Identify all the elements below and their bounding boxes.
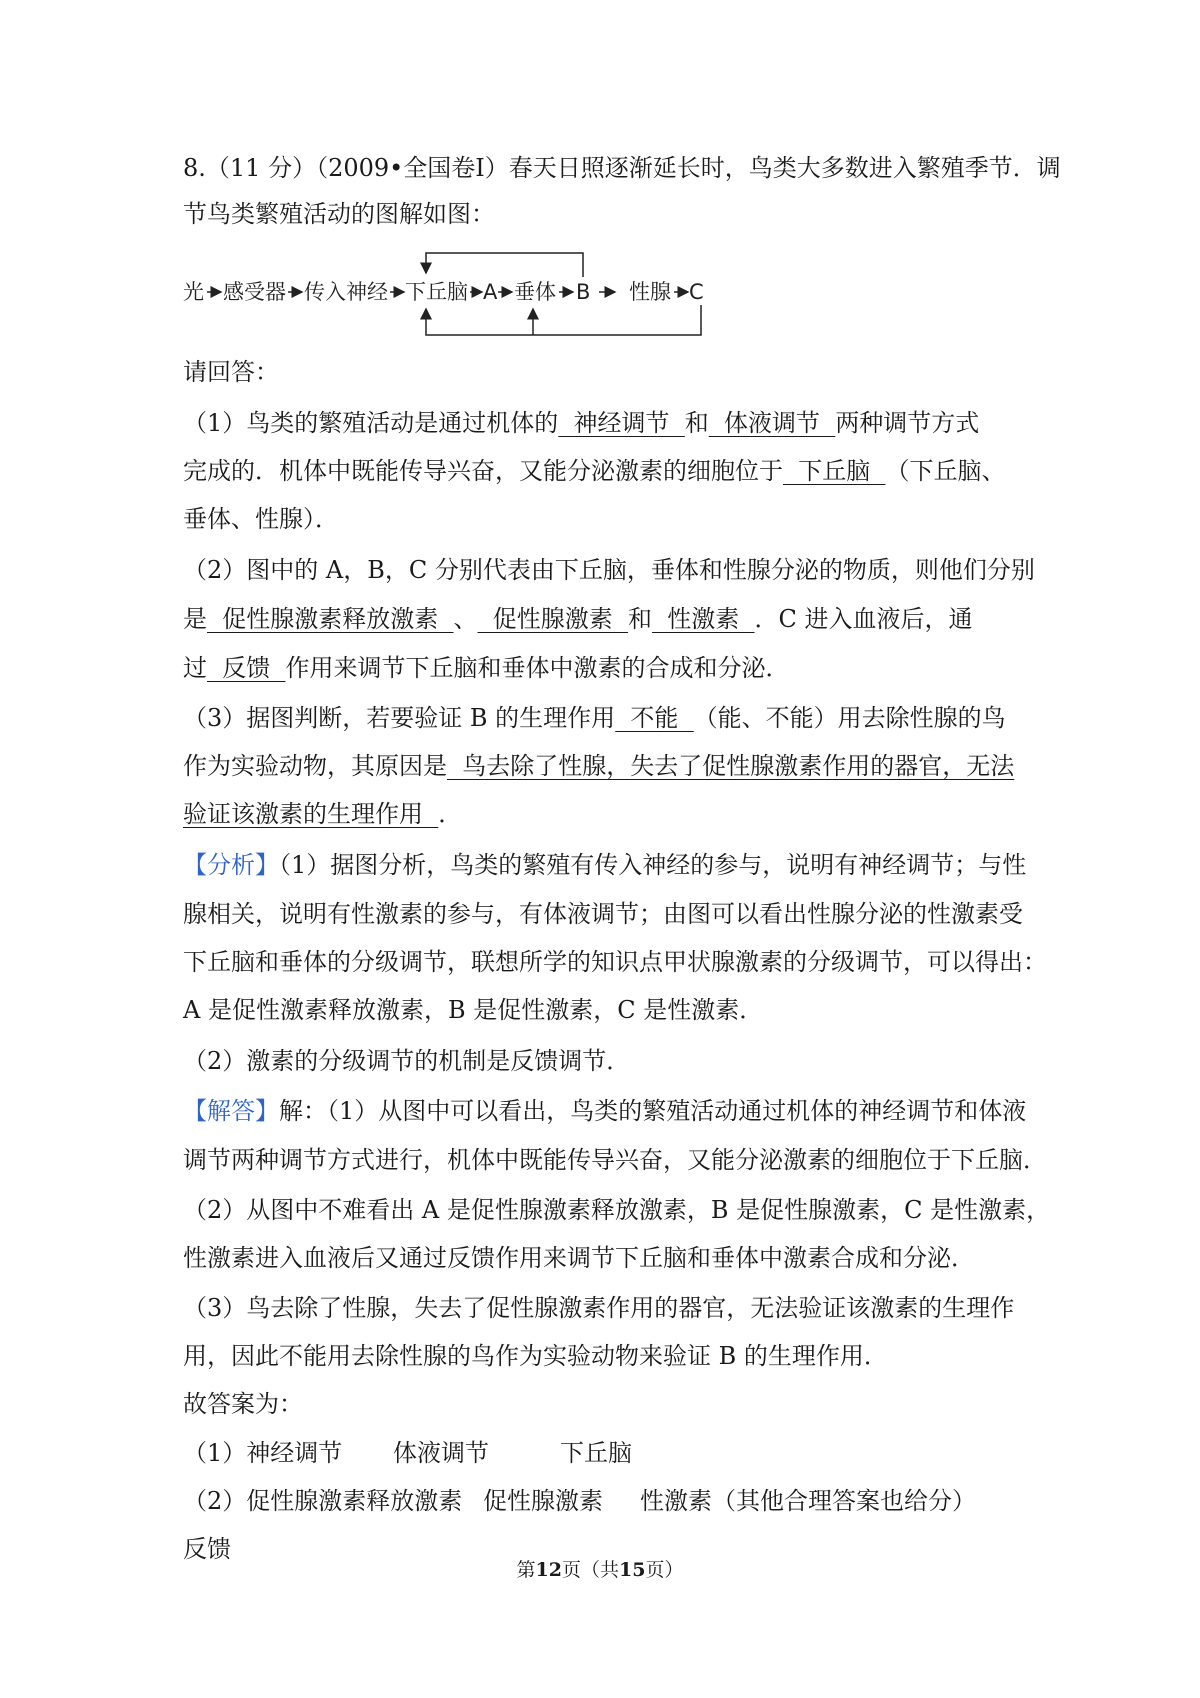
q1-answer-blank-3: 下丘脑 [783, 457, 886, 485]
final-answer-1-1: （1）神经调节 [183, 1439, 343, 1467]
diagram-afferent-nerve: 传入神经 [304, 280, 388, 304]
final-answer-1-2: 体液调节 [393, 1439, 489, 1467]
q3-text: （3）据图判断，若要验证 B 的生理作用 [183, 704, 616, 732]
solution-line-5: （3）鸟去除了性腺，失去了促性腺激素作用的器官，无法验证该激素的生理作 [183, 1294, 1015, 1322]
footer-text: 第 [516, 1559, 536, 1581]
diagram-receptor: 感受器 [223, 280, 286, 304]
solution-line-3: （2）从图中不难看出 A 是促性腺激素释放激素，B 是促性腺激素，C 是性激素， [183, 1196, 1051, 1224]
diagram-feedback-c-hypothalamus [426, 305, 701, 335]
question-stem-line-1: 8.（11 分）（2009•全国卷Ⅰ）春天日照逐渐延长时，鸟类大多数进入繁殖季节．调 [183, 154, 1061, 182]
q2-text: ．C 进入血液后，通 [754, 605, 973, 633]
analysis-text: （1）据图分析，鸟类的繁殖有传入神经的参与，说明有神经调节；与性 [279, 851, 1027, 879]
diagram-feedback-b [426, 253, 583, 277]
subquestion-1-line-2 [183, 453, 1006, 489]
q1-text: 和 [684, 409, 709, 437]
answer-prompt: 请回答： [183, 358, 279, 386]
solution-line-4: 性激素进入血液后又通过反馈作用来调节下丘脑和垂体中激素合成和分泌． [183, 1244, 975, 1272]
q1-text: 完成的．机体中既能传导兴奋，又能分泌激素的细胞位于 [183, 457, 783, 485]
page-footer [0, 1555, 1200, 1582]
solution-line-2: 调节两种调节方式进行，机体中既能传导兴奋，又能分泌激素的细胞位于下丘脑． [183, 1146, 1047, 1174]
diagram-gonad: 性腺 [629, 280, 671, 304]
diagram-pituitary: 垂体 [514, 280, 556, 304]
diagram-label-c: C [689, 280, 704, 304]
final-answer-line-3: 反馈 [183, 1535, 231, 1563]
total-pages: 15 [619, 1559, 646, 1581]
question-stem-line-2: 节鸟类繁殖活动的图解如图： [183, 200, 495, 228]
q3-answer-blank-2: 鸟去除了性腺，失去了促性腺激素作用的器官，无法 [447, 752, 1015, 780]
q1-text: （下丘脑、 [885, 457, 1006, 485]
subquestion-1-line-1 [183, 405, 979, 441]
analysis-tag: 【分析】 [183, 851, 279, 879]
subquestion-1-line-3: 垂体、性腺）． [183, 505, 339, 533]
q2-text: 是 [183, 605, 207, 633]
final-answer-2-1: （2）促性腺激素释放激素 [183, 1487, 463, 1515]
solution-text: 解：（1）从图中可以看出，鸟类的繁殖活动通过机体的神经调节和体液 [279, 1097, 1027, 1125]
q2-answer-blank-2: 促性腺激素 [477, 605, 629, 633]
subquestion-3-line-3 [183, 796, 462, 832]
subquestion-2-line-2 [183, 601, 973, 637]
solution-line-6: 用，因此不能用去除性腺的鸟作为实验动物来验证 B 的生理作用． [183, 1342, 888, 1370]
analysis-line-2: 腺相关，说明有性激素的参与，有体液调节；由图可以看出性腺分泌的性激素受 [183, 900, 1023, 928]
footer-text: 页） [645, 1559, 684, 1581]
q2-answer-blank-3: 性激素 [652, 605, 755, 633]
diagram-hypothalamus: 下丘脑 [405, 280, 468, 304]
subquestion-2-line-1: （2）图中的 A，B，C 分别代表由下丘脑，垂体和性腺分泌的物质，则他们分别 [183, 556, 1035, 584]
final-answer-line-1 [183, 1435, 1033, 1471]
final-answer-line-2 [183, 1483, 1033, 1519]
q3-text: （能、不能）用去除性腺的鸟 [693, 704, 1006, 732]
q1-text: 两种调节方式 [835, 409, 980, 437]
subquestion-2-line-3 [183, 650, 790, 686]
q2-text: 作用来调节下丘脑和垂体中激素的合成和分泌． [285, 654, 790, 682]
q3-text: 作为实验动物，其原因是 [183, 752, 447, 780]
subquestion-3-line-2 [183, 748, 1014, 784]
q2-text: 过 [183, 654, 207, 682]
analysis-line-1 [183, 847, 1026, 883]
q3-text: ． [438, 800, 463, 828]
final-answer-2-2: 促性腺激素 [483, 1487, 603, 1515]
diagram-light: 光 [183, 280, 204, 304]
q3-answer-blank-1: 不能 [615, 704, 694, 732]
breeding-regulation-diagram [183, 247, 743, 347]
analysis-line-4: A 是促性激素释放激素，B 是促性激素，C 是性激素． [183, 996, 764, 1024]
solution-line-7: 故答案为： [183, 1390, 303, 1418]
q1-answer-blank-2: 体液调节 [708, 409, 836, 437]
analysis-line-3: 下丘脑和垂体的分级调节，联想所学的知识点甲状腺激素的分级调节，可以得出： [183, 948, 1047, 976]
q2-answer-blank-4: 反馈 [207, 654, 286, 682]
diagram-label-a: A [483, 280, 498, 304]
subquestion-3-line-1 [183, 700, 1006, 736]
final-answer-2-3: 性激素（其他合理答案也给分） [640, 1487, 976, 1515]
page-number: 12 [535, 1559, 562, 1581]
analysis-line-5: （2）激素的分级调节的机制是反馈调节． [183, 1047, 631, 1075]
solution-line-1 [183, 1093, 1026, 1129]
q1-answer-blank-1: 神经调节 [558, 409, 685, 437]
q2-answer-blank-1: 促性腺激素释放激素 [207, 605, 454, 633]
q2-text: 、 [453, 605, 478, 633]
solution-tag: 【解答】 [183, 1097, 279, 1125]
final-answer-1-3: 下丘脑 [560, 1439, 632, 1467]
q2-text: 和 [628, 605, 653, 633]
footer-text: 页（共 [561, 1559, 619, 1581]
q3-answer-blank-2-cont: 验证该激素的生理作用 [183, 800, 439, 828]
diagram-label-b: B [576, 280, 591, 304]
q1-text: （1）鸟类的繁殖活动是通过机体的 [183, 409, 559, 437]
